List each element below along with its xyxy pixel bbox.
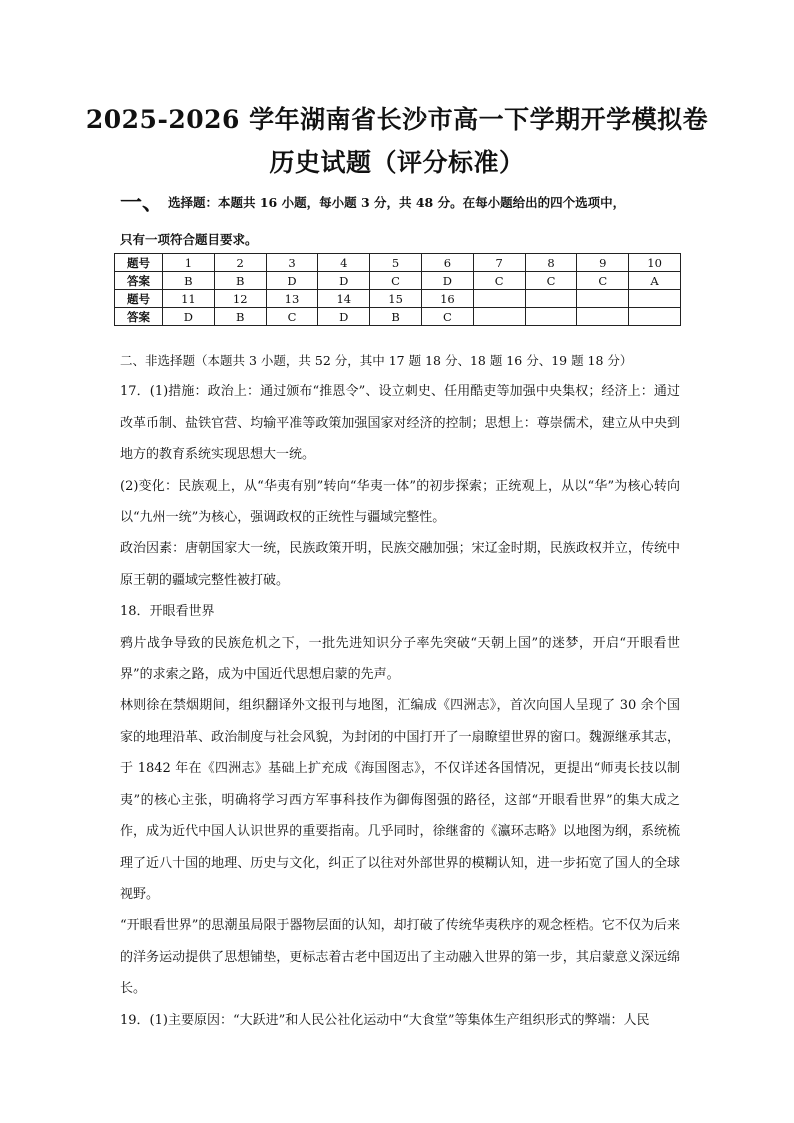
table-cell xyxy=(577,290,629,308)
table-cell: 5 xyxy=(370,254,422,272)
q19-part1: 19．(1)主要原因：“大跃进”和人民公社化运动中“大食堂”等集体生产组织形式的弊端：人民 xyxy=(120,1012,650,1028)
table-cell: 13 xyxy=(266,290,318,308)
table-cell: D xyxy=(266,272,318,290)
table-cell: A xyxy=(629,272,681,290)
table-cell xyxy=(577,308,629,326)
exam-title: 2025-2026 学年湖南省长沙市高一下学期开学模拟卷 xyxy=(85,105,709,134)
table-cell: 16 xyxy=(421,290,473,308)
table-cell xyxy=(473,290,525,308)
row-header-answer: 答案 xyxy=(115,272,163,290)
table-cell xyxy=(473,308,525,326)
table-row xyxy=(115,290,681,308)
table-cell xyxy=(525,308,577,326)
section-one-number: 一、 xyxy=(120,190,165,216)
q17-political-factors: 政治因素：唐朝国家大一统，民族政策开明，民族交融加强；宋辽金时期，民族政权并立，传统中原王朝的疆域完整性被打破。 xyxy=(120,541,680,588)
table-cell: D xyxy=(421,272,473,290)
row-header-question-number: 题号 xyxy=(115,254,163,272)
table-row xyxy=(115,272,681,290)
table-cell: D xyxy=(318,308,370,326)
section-two-header: 二、非选择题（本题共 3 小题，共 52 分，其中 17 题 18 分、18 题 16 分、19 题 18 分） xyxy=(120,353,633,368)
row-header-question-number: 题号 xyxy=(115,290,163,308)
table-cell: D xyxy=(163,308,215,326)
table-cell: C xyxy=(473,272,525,290)
table-row xyxy=(115,254,681,272)
table-cell xyxy=(629,290,681,308)
table-row xyxy=(115,308,681,326)
table-cell: 4 xyxy=(318,254,370,272)
table-cell: B xyxy=(370,308,422,326)
section-one-instructions: 选择题：本题共 16 小题，每小题 3 分，共 48 分。在每小题给出的四个选项中， xyxy=(168,195,626,210)
table-cell: 2 xyxy=(214,254,266,272)
table-cell: 8 xyxy=(525,254,577,272)
table-cell: B xyxy=(214,272,266,290)
q17-part1: 17．(1)措施：政治上：通过颁布“推恩令”、设立刺史、任用酷吏等加强中央集权；经济上：通过改革币制、盐铁官营、均输平准等政策加强国家对经济的控制；思想上：尊崇儒术，建立从中央到地方的教育系统实现思想大一统。 xyxy=(120,384,680,463)
table-cell: 11 xyxy=(163,290,215,308)
table-cell: 7 xyxy=(473,254,525,272)
q18-paragraph-1: 鸦片战争导致的民族危机之下，一批先进知识分子率先突破“天朝上国”的迷梦，开启“开眼看世界”的求索之路，成为中国近代思想启蒙的先声。 xyxy=(120,635,680,683)
table-cell: B xyxy=(163,272,215,290)
table-cell: 9 xyxy=(577,254,629,272)
table-cell: 15 xyxy=(370,290,422,308)
q18-paragraph-3: “开眼看世界”的思潮虽局限于器物层面的认知，却打破了传统华夷秩序的观念桎梏。它不仅为后来的洋务运动提供了思想铺垫，更标志着古老中国迈出了主动融入世界的第一步，其启蒙意义深远绵长。 xyxy=(120,918,680,997)
table-cell: 3 xyxy=(266,254,318,272)
q17-part2: (2)变化：民族观上，从“华夷有别”转向“华夷一体”的初步探索；正统观上，从以“华”为核心转向以“九州一统”为核心，强调政权的正统性与疆域完整性。 xyxy=(120,478,680,526)
table-cell xyxy=(525,290,577,308)
table-cell: C xyxy=(370,272,422,290)
table-cell: 10 xyxy=(629,254,681,272)
table-cell: C xyxy=(421,308,473,326)
table-cell: C xyxy=(577,272,629,290)
table-cell: 14 xyxy=(318,290,370,308)
table-cell: D xyxy=(318,272,370,290)
table-cell: B xyxy=(214,308,266,326)
table-cell: 1 xyxy=(163,254,215,272)
table-cell: C xyxy=(525,272,577,290)
exam-subtitle: 历史试题（评分标准） xyxy=(269,148,525,177)
q18-paragraph-2: 林则徐在禁烟期间，组织翻译外文报刊与地图，汇编成《四洲志》，首次向国人呈现了 30 余个国家的地理沿革、政治制度与社会风貌，为封闭的中国打开了一扇瞭望世界的窗口。魏源继承其志，于 1842 年在《四洲志》基础上扩充成《海国图志》，不仅详述各国情况，更提出“师夷长技以制夷”的核心主张，明确将学习西方军事科技作为御侮图强的路径，这部“开眼看世界”的集大成之作，成为近代中国人认识世界的重要指南。几乎同时，徐继畬的《瀛环志略》以地图为纲，系统梳理了近八十国的地理、历史与文化，纠正了以往对外部世界的模糊认知，进一步拓宽了国人的全球视野。 xyxy=(120,698,680,902)
section-one-instructions-cont: 只有一项符合题目要求。 xyxy=(120,232,258,247)
table-cell: C xyxy=(266,308,318,326)
table-cell xyxy=(629,308,681,326)
answer-body xyxy=(120,345,680,1036)
answer-table xyxy=(114,253,681,326)
table-cell: 6 xyxy=(421,254,473,272)
row-header-answer: 答案 xyxy=(115,308,163,326)
q18-title: 18．开眼看世界 xyxy=(120,604,215,620)
table-cell: 12 xyxy=(214,290,266,308)
